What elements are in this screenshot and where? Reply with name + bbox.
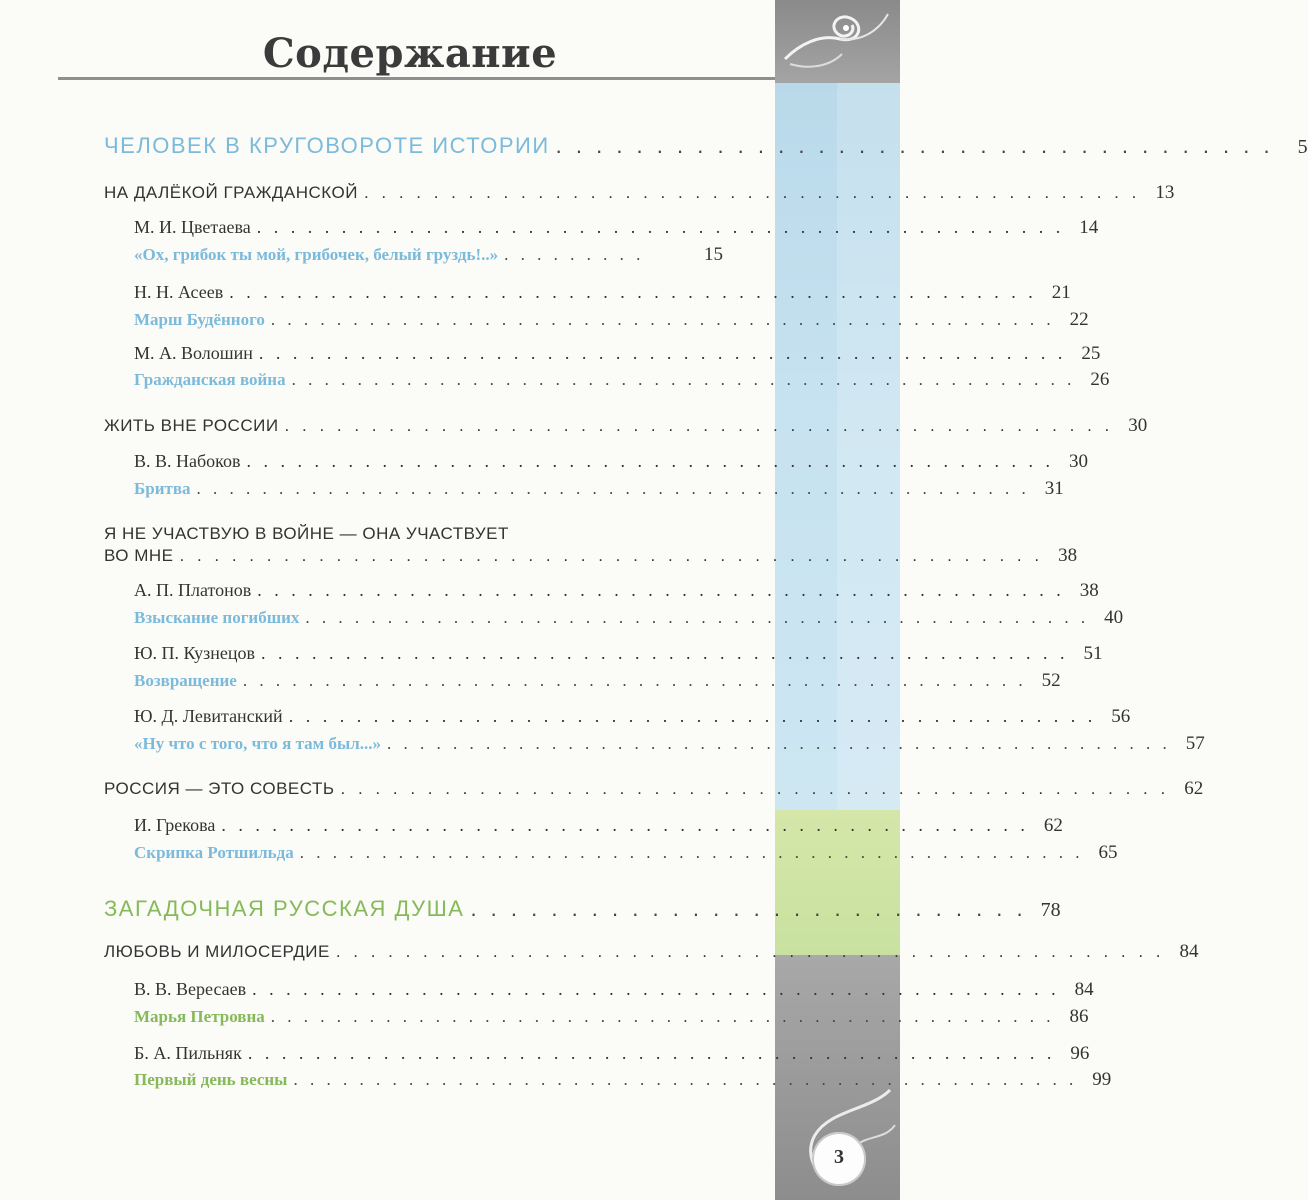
page-title: Содержание	[262, 30, 558, 77]
toc-leader-dots: . . . . . . . . . . . . . . . . . . . . . . . . . . . . . . . . . . . . . . . . . . . . . . . .	[229, 282, 1037, 302]
toc-label: Б. А. Пильняк	[134, 1043, 242, 1063]
page-number: 3	[834, 1146, 844, 1168]
toc-label: М. И. Цветаева	[134, 217, 251, 237]
toc-page-number: 5	[1297, 136, 1308, 158]
toc-leader-dots: . . . . . . . . . . . . . . . . . . . . . . . . . . . . . . . . . . . . . . . . . . . . . . . . . . .	[196, 479, 1030, 498]
toc-label: Первый день весны	[134, 1070, 288, 1089]
toc-page-number: 84	[1179, 941, 1199, 962]
toc-leader-dots: . . . . . . . . . . . . . . . . . . . . . . . . . . . . . . . . . . . . . . . . . . . . . . . .	[246, 451, 1054, 471]
toc-work-marya-petrovna[interactable]	[134, 1006, 1089, 1028]
toc-leader-dots: . . . . . . . . . . . . . . . . . . . . . . . . . . . . . . . . . . . .	[555, 133, 1274, 158]
toc-label: И. Грекова	[134, 815, 216, 835]
toc-work-vzyskanie[interactable]	[134, 607, 1124, 629]
toc-label: НА ДАЛЁКОЙ ГРАЖДАНСКОЙ	[104, 183, 358, 202]
toc-label: Бритва	[134, 479, 191, 498]
toc-work-nu-chto-s-togo[interactable]	[134, 733, 1205, 755]
toc-page-number: 26	[1090, 369, 1110, 390]
toc-label: Марш Будённого	[134, 310, 265, 329]
toc-author-nabokov[interactable]	[134, 451, 1088, 473]
toc-label: Возвращение	[134, 671, 237, 690]
toc-page-number: 30	[1128, 415, 1148, 436]
toc-work-marsh-budennogo[interactable]	[134, 309, 1089, 331]
toc-label: В. В. Вересаев	[134, 979, 247, 999]
toc-label: Марья Петровна	[134, 1007, 265, 1026]
toc-leader-dots: . . . . . . . . . . . . . . . . . . . . . . . . . . . . . . . . . . . . . . . . . . . . . . . .	[299, 843, 1084, 862]
toc-page-number: 30	[1069, 451, 1088, 472]
toc-leader-dots: . . . . . . . . . . . . . . . . . . . . . . . . . . . . . . . . . . . . . . . . . . . . . . . . . .	[179, 546, 1044, 565]
toc-label: Скрипка Ротшильда	[134, 843, 294, 862]
toc-label: А. П. Платонов	[134, 580, 252, 600]
toc-page-number: 84	[1074, 979, 1094, 1000]
title-underline-rule	[58, 77, 775, 80]
toc-label: ЧЕЛОВЕК В КРУГОВОРОТЕ ИСТОРИИ	[104, 133, 550, 158]
toc-section-chelovek[interactable]	[104, 133, 1308, 159]
toc-label: «Ну что с того, что я там был...»	[134, 734, 382, 753]
toc-leader-dots: . . . . . . . . . . . . . . . . . . . . . . . . . . . . . . . . . . . . . . . . . . . . .	[363, 183, 1141, 202]
toc-label: В. В. Набоков	[134, 451, 241, 471]
toc-leader-dots: . . . . . . . . . . . . . . . . . . . . . . . . . . . . . . . . . . . . . . . . . . . . . . . .	[387, 734, 1171, 753]
toc-leader-dots: . . . . . . . . . . . . . . . . . . . . . . . . . . . . . . . . . . . . . . . . . . . . . . . .	[284, 416, 1114, 435]
toc-page-number: 31	[1044, 478, 1064, 499]
toc-label: ЖИТЬ ВНЕ РОССИИ	[104, 416, 279, 435]
toc-page-number: 25	[1081, 343, 1101, 364]
toc-work-britva[interactable]	[134, 478, 1064, 500]
toc-author-kuznetsov[interactable]	[134, 643, 1103, 665]
toc-leader-dots: . . . . . . . . . . . . . . . . . . . . . . . . . . . . . . . . . . . . . . . . . . . . . . . .	[247, 1043, 1056, 1063]
toc-page-number: 38	[1079, 580, 1099, 601]
toc-leader-dots: . . . . . . . . . . . . . . . . . . . . . . . . . . . . . . . . . . . . . . . . . . . . . . . .	[291, 370, 1076, 389]
toc-subsection-ne-uchastvuyu-line1: Я НЕ УЧАСТВУЮ В ВОЙНЕ — ОНА УЧАСТВУЕТ	[104, 524, 509, 543]
toc-label: «Ох, грибок ты мой, грибочек, белый груздь!..»	[134, 245, 499, 264]
toc-label: ВО МНЕ	[104, 546, 174, 565]
toc-leader-dots: . . . . . . . . . . . . . . . . . . . . . . . . . . . . . . . . . . . . . . . . . . . . . . . .	[256, 217, 1065, 237]
toc-label: Ю. П. Кузнецов	[134, 643, 256, 663]
toc-page-number: 38	[1058, 545, 1078, 566]
toc-page-number: 13	[1155, 182, 1175, 203]
toc-leader-dots: . . . . . . . . . . . . . . . . . . . . . . . . . . . . . . . . . . . . . . . . . . . . . . . .	[270, 310, 1055, 329]
toc-label: Взыскание погибших	[134, 608, 300, 627]
toc-leader-dots: . . . . . . . . . . . . . . . . . . . . . . . . . . . . . . . . . . . . . . . . . . . . . . . .	[340, 779, 1170, 798]
toc-label: Ю. Д. Левитанский	[134, 706, 283, 726]
toc-page-number: 78	[1040, 899, 1061, 921]
toc-author-veresaev[interactable]	[134, 979, 1094, 1001]
toc-label: Н. Н. Асеев	[134, 282, 224, 302]
toc-leader-dots: . . . . . . . . . . . . . . . . . . . . . . . . . . . . . . . . . . . . . . . . . . . . . . . .	[305, 608, 1090, 627]
toc-author-platonov[interactable]	[134, 580, 1099, 602]
toc-leader-dots: . . . . . . . . . . . . . . . . . . . . . . . . . . . . . . . . . . . . . . . . . . . . . . . .	[293, 1070, 1078, 1089]
toc-page-number: 56	[1111, 706, 1131, 727]
toc-leader-dots: . . . . . . . . . . . . . . . . . . . . . . . . . . . . . . . . . . . . . . . . . . . . . . . .	[258, 343, 1067, 363]
toc-page-number: 65	[1098, 842, 1118, 863]
toc-label: М. А. Волошин	[134, 343, 253, 363]
toc-author-grekova[interactable]	[134, 815, 1063, 837]
toc-page-number: 86	[1069, 1006, 1089, 1027]
toc-work-vozvrashchenie[interactable]	[134, 670, 1061, 692]
toc-page-number: 62	[1184, 778, 1204, 799]
toc-leader-dots: . . . . . . . . . . . . . . . . . . . . . . . . . . . . . . . . . . . . . . . . . . . . . . . .	[252, 979, 1060, 999]
toc-page-number: 40	[1104, 607, 1124, 628]
toc-page-number: 99	[1092, 1069, 1112, 1090]
toc-leader-dots: . . . . . . . . . . . . . . . . . . . . . . . . . . . . . . . . . . . . . . . . . . . . . . . .	[221, 815, 1029, 835]
toc-page-number: 51	[1083, 643, 1103, 664]
toc-page-number: 15	[704, 244, 723, 265]
toc-leader-dots: . . . . . . . . .	[504, 245, 645, 264]
toc-leader-dots: . . . . . . . . . . . . . . . . . . . . . . . . . . . . . . . . . . . . . . . . . . . . . . . .	[288, 706, 1097, 726]
toc-subsection-rossiya-sovest[interactable]	[104, 778, 1204, 800]
toc-page-number: 14	[1079, 217, 1099, 238]
toc-work-grazhdanskaya-voyna[interactable]	[134, 369, 1110, 391]
toc-page-number: 57	[1185, 733, 1205, 754]
toc-leader-dots: . . . . . . . . . . . . . . . . . . . . . . . . . . . . . . . . . . . . . . . . . . . . . . . .	[257, 580, 1065, 600]
toc-label: Гражданская война	[134, 370, 286, 389]
toc-label: ЛЮБОВЬ И МИЛОСЕРДИЕ	[104, 942, 330, 961]
toc-subsection-ne-uchastvuyu[interactable]	[104, 545, 1078, 567]
toc-leader-dots: . . . . . . . . . . . . . . . . . . . . . . . . . . . . . . . . . . . . . . . . . . . . . . . .	[270, 1007, 1055, 1026]
toc-page-number: 52	[1041, 670, 1061, 691]
toc-author-voloshin[interactable]	[134, 343, 1101, 365]
toc-author-levitansky[interactable]	[134, 706, 1131, 728]
toc-subsection-grazhdanskoy[interactable]	[104, 182, 1175, 204]
toc-work-pervyy-den[interactable]	[134, 1069, 1112, 1091]
toc-page-number: 96	[1070, 1043, 1090, 1064]
toc-author-aseev[interactable]	[134, 282, 1071, 304]
toc-section-zagadochnaya[interactable]	[104, 896, 1061, 922]
toc-page-number: 62	[1043, 815, 1063, 836]
toc-subsection-lyubov[interactable]	[104, 941, 1199, 963]
toc-leader-dots: . . . . . . . . . . . . . . . . . . . . . . . . . . . . . . . . . . . . . . . . . . . . . . . .	[335, 942, 1165, 961]
toc-author-pilnyak[interactable]	[134, 1043, 1090, 1065]
toc-leader-dots: . . . . . . . . . . . . . . . . . . . . . . . . . . . . . . . . . . . . . . . . . . . . . . . .	[242, 671, 1027, 690]
toc-label: РОССИЯ — ЭТО СОВЕСТЬ	[104, 779, 335, 798]
toc-leader-dots: . . . . . . . . . . . . . . . . . . . . . . . . . . . .	[470, 896, 1027, 921]
toc-subsection-zhit-vne-rossii[interactable]	[104, 415, 1148, 437]
toc-leader-dots: . . . . . . . . . . . . . . . . . . . . . . . . . . . . . . . . . . . . . . . . . . . . . . . .	[261, 643, 1069, 663]
toc-page-number: 21	[1051, 282, 1071, 303]
toc-page-number: 22	[1069, 309, 1089, 330]
toc-author-tsvetaeva[interactable]	[134, 217, 1099, 239]
toc-label: ЗАГАДОЧНАЯ РУССКАЯ ДУША	[104, 896, 465, 921]
toc-work-ohgribok[interactable]	[134, 244, 723, 266]
toc-work-skripka[interactable]	[134, 842, 1118, 864]
